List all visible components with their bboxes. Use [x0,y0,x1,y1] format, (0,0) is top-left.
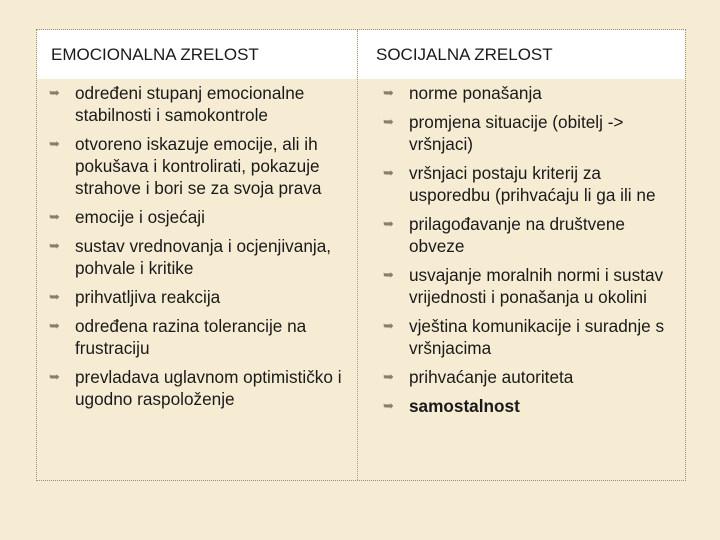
list-item [383,366,679,388]
list-item-text: prilagođavanje na društvene obveze [409,214,625,256]
list-item-text: prihvaćanje autoriteta [409,367,574,387]
list-item [49,315,355,359]
curved-arrow-bullet-icon: ➥ [383,114,394,129]
emotional-maturity-list [49,82,355,410]
left-column [49,82,355,417]
list-item [383,395,679,417]
curved-arrow-bullet-icon: ➥ [383,165,394,180]
curved-arrow-bullet-icon: ➥ [49,238,60,253]
list-item-text: prihvatljiva reakcija [75,287,221,307]
right-column [383,82,679,424]
left-column-heading: EMOCIONALNA ZRELOST [37,30,357,79]
list-item [383,264,679,308]
list-item-text: norme ponašanja [409,83,542,103]
list-item-text: određena razina tolerancije na frustraciju [75,316,307,358]
list-item [49,235,355,279]
curved-arrow-bullet-icon: ➥ [383,85,394,100]
curved-arrow-bullet-icon: ➥ [383,216,394,231]
social-maturity-list [383,82,679,417]
list-item-text: određeni stupanj emocionalne stabilnosti i samokontrole [75,83,305,125]
list-item [383,162,679,206]
list-item-text: promjena situacije (obitelj -> vršnjaci) [409,112,624,154]
curved-arrow-bullet-icon: ➥ [49,85,60,100]
list-item-text: usvajanje moralnih normi i sustav vrijednosti i ponašanja u okolini [409,265,664,307]
comparison-table [36,29,686,481]
list-item-text: vještina komunikacije i suradnje s vršnjacima [409,316,665,358]
list-item-text: sustav vrednovanja i ocjenjivanja, pohvale i kritike [75,236,332,278]
list-item [49,286,355,308]
curved-arrow-bullet-icon: ➥ [383,318,394,333]
list-item-text: otvoreno iskazuje emocije, ali ih pokušava i kontrolirati, pokazuje strahove i bori se za svoja prava [75,134,322,198]
list-item-text: prevladava uglavnom optimističko i ugodno raspoloženje [75,367,342,409]
list-item [49,82,355,126]
list-item-text: emocije i osjećaji [75,207,205,227]
list-item [383,213,679,257]
list-item [49,206,355,228]
list-item [49,366,355,410]
list-item [49,133,355,199]
curved-arrow-bullet-icon: ➥ [383,267,394,282]
curved-arrow-bullet-icon: ➥ [383,369,394,384]
curved-arrow-bullet-icon: ➥ [383,398,394,413]
list-item-text: samostalnost [409,396,520,416]
curved-arrow-bullet-icon: ➥ [49,136,60,151]
curved-arrow-bullet-icon: ➥ [49,369,60,384]
list-item [383,82,679,104]
list-item-text: vršnjaci postaju kriterij za usporedbu (prihvaćaju li ga ili ne [409,163,656,205]
list-item [383,111,679,155]
curved-arrow-bullet-icon: ➥ [49,209,60,224]
right-column-heading: SOCIJALNA ZRELOST [358,30,685,79]
list-item [383,315,679,359]
column-divider [357,30,358,480]
curved-arrow-bullet-icon: ➥ [49,318,60,333]
curved-arrow-bullet-icon: ➥ [49,289,60,304]
